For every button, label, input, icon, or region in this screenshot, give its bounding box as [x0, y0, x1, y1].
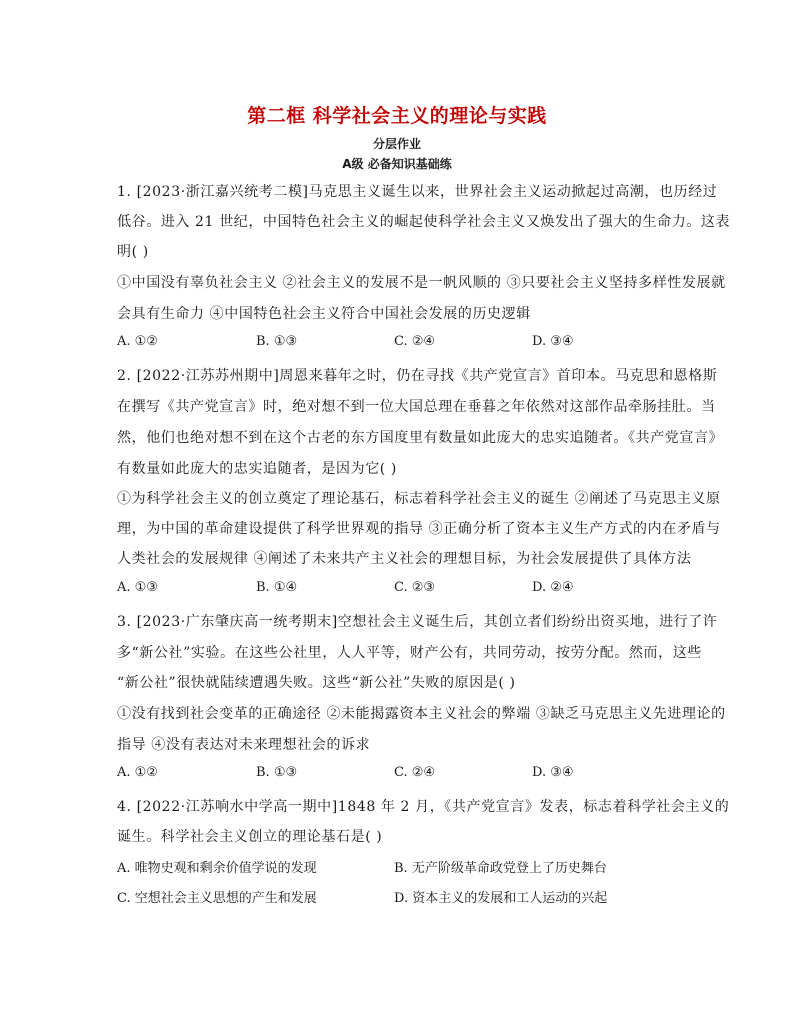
question-4-option-c[interactable]: C. 空想社会主义思想的产生和发展: [117, 891, 317, 906]
question-1-option-a[interactable]: A. ①②: [117, 334, 158, 349]
question-3-choice-line: 指导 ④没有表达对未来理想社会的诉求: [117, 737, 371, 753]
question-2-choice-line: ①为科学社会主义的创立奠定了理论基石，标志着科学社会主义的诞生 ②阐述了马克思主义原: [117, 491, 721, 507]
question-3-option-c[interactable]: C. ②④: [394, 765, 436, 780]
question-2-choice-line: 人类社会的发展规律 ④阐述了未来共产主义社会的理想目标，为社会发展提供了具体方法: [117, 551, 692, 567]
page-title: 第二框 科学社会主义的理论与实践: [247, 105, 547, 127]
question-1-option-c[interactable]: C. ②④: [394, 334, 436, 349]
question-1-line: 明( ): [117, 244, 149, 260]
question-1-choice-line: 会具有生命力 ④中国特色社会主义符合中国社会发展的历史逻辑: [117, 306, 531, 322]
question-4-line: 诞生。科学社会主义创立的理论基石是( ): [117, 829, 383, 845]
question-4-option-d[interactable]: D. 资本主义的发展和工人运动的兴起: [394, 891, 608, 906]
question-3-option-a[interactable]: A. ①②: [117, 765, 158, 780]
question-3-line: 3. [2023·广东肇庆高一统考期末]空想社会主义诞生后，其创立者们纷纷出资买地，进行了许: [117, 614, 718, 630]
question-2-line: 有数量如此庞大的忠实追随者，是因为它( ): [117, 461, 397, 477]
question-3-line: 多“新公社”实验。在这些公社里，人人平等，财产公有，共同劳动，按劳分配。然而，这些: [117, 645, 702, 661]
subtitle: 分层作业: [372, 137, 421, 151]
question-4-option-a[interactable]: A. 唯物史观和剩余价值学说的发现: [117, 861, 317, 876]
question-3-option-b[interactable]: B. ①③: [256, 765, 298, 780]
question-2-choice-line: 理，为中国的革命建设提供了科学世界观的指导 ③正确分析了资本主义生产方式的内在矛盾与: [117, 521, 721, 537]
question-1-choice-line: ①中国没有辜负社会主义 ②社会主义的发展不是一帆风顺的 ③只要社会主义坚持多样性发展就: [117, 275, 726, 291]
question-2-line: 然，他们也绝对想不到在这个古老的东方国度里有数量如此庞大的忠实追随者。《共产党宣言》: [117, 430, 724, 446]
question-1-option-b[interactable]: B. ①③: [256, 334, 298, 349]
question-2-option-c[interactable]: C. ②③: [394, 580, 436, 595]
question-1-line: 1. [2023·浙江嘉兴统考二模]马克思主义诞生以来，世界社会主义运动掀起过高潮，也历经过: [117, 184, 718, 200]
question-2-option-d[interactable]: D. ②④: [532, 580, 574, 595]
section-heading: A级 必备知识基础练: [342, 157, 452, 171]
question-1-line: 低谷。进入 21 世纪，中国特色社会主义的崛起使科学社会主义又焕发出了强大的生命力。这表: [117, 214, 731, 230]
question-2-option-b[interactable]: B. ①④: [256, 580, 298, 595]
question-3-line: “新公社”很快就陆续遭遇失败。这些“新公社”失败的原因是( ): [117, 675, 516, 691]
question-4-option-b[interactable]: B. 无产阶级革命政党登上了历史舞台: [394, 861, 607, 876]
question-2-option-a[interactable]: A. ①③: [117, 580, 158, 595]
question-1-option-d[interactable]: D. ③④: [532, 334, 574, 349]
question-2-line: 2. [2022·江苏苏州期中]周恩来暮年之时，仍在寻找《共产党宣言》首印本。马克思和恩格斯: [117, 368, 718, 384]
question-4-line: 4. [2022·江苏响水中学高一期中]1848 年 2 月，《共产党宣言》发表，标志着科学社会主义的: [117, 799, 730, 815]
question-3-choice-line: ①没有找到社会变革的正确途径 ②未能揭露资本主义社会的弊端 ③缺乏马克思主义先进理论的: [117, 706, 726, 722]
question-2-line: 在撰写《共产党宣言》时，绝对想不到一位大国总理在垂暮之年依然对这部作品牵肠挂肚。当: [117, 399, 716, 415]
question-3-option-d[interactable]: D. ③④: [532, 765, 574, 780]
